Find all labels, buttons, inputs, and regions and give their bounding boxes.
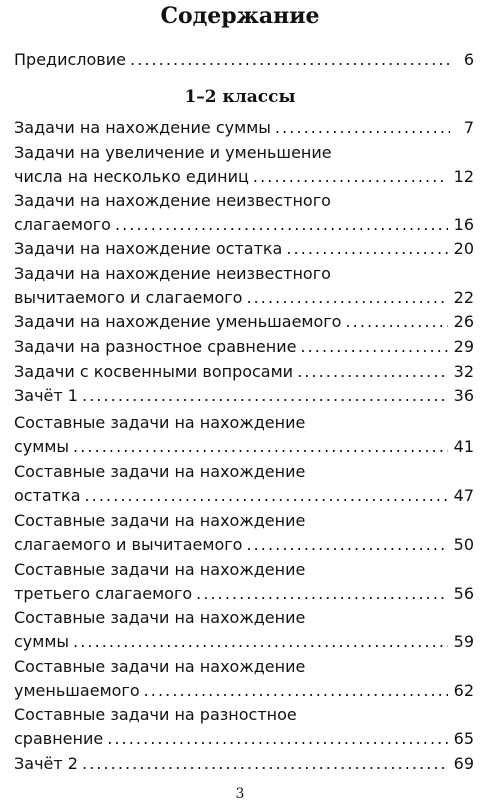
toc-entry-label-cont: суммы bbox=[14, 437, 70, 456]
toc-row bbox=[14, 630, 474, 654]
toc-entry-label: Составные задачи на нахождение bbox=[14, 657, 306, 676]
toc-entry[interactable] bbox=[14, 237, 474, 261]
toc-entry-label-cont: числа на несколько единиц bbox=[14, 167, 249, 186]
toc-row bbox=[14, 165, 474, 189]
toc-page-number: 36 bbox=[453, 386, 474, 405]
section-heading: 1–2 классы bbox=[184, 87, 296, 107]
toc-entry-label: Составные задачи на нахождение bbox=[14, 511, 306, 530]
toc-entry-label: Задачи на нахождение суммы bbox=[14, 118, 271, 137]
toc-entry[interactable] bbox=[14, 752, 474, 776]
toc-page-number: 62 bbox=[453, 681, 474, 700]
toc-entry[interactable] bbox=[14, 384, 474, 408]
toc-page-number: 22 bbox=[453, 288, 474, 307]
toc-entry-label: Составные задачи на нахождение bbox=[14, 608, 306, 627]
toc-entry-label: Зачёт 1 bbox=[14, 386, 78, 405]
toc-row bbox=[14, 384, 474, 408]
toc-row bbox=[14, 752, 474, 776]
toc-entry-label: Зачёт 2 bbox=[14, 754, 78, 773]
toc-row bbox=[14, 533, 474, 557]
toc-entry[interactable] bbox=[14, 703, 474, 751]
toc-entry-label: Составные задачи на разностное bbox=[14, 705, 297, 724]
toc-row bbox=[14, 48, 474, 72]
toc-page-number: 32 bbox=[453, 362, 474, 381]
toc-page-number: 16 bbox=[453, 215, 474, 234]
toc-page-number: 12 bbox=[453, 167, 474, 186]
toc-page-number: 26 bbox=[453, 312, 474, 331]
page-title: Содержание bbox=[160, 3, 320, 29]
toc-entry[interactable] bbox=[14, 460, 474, 508]
toc-entry[interactable] bbox=[14, 310, 474, 334]
toc-page-number: 47 bbox=[453, 486, 474, 505]
dot-leader bbox=[300, 335, 447, 359]
toc-page-number: 6 bbox=[463, 50, 474, 69]
toc-entry-label: Задачи на нахождение уменьшаемого bbox=[14, 312, 342, 331]
toc-row bbox=[14, 484, 474, 508]
toc-entry-label: Задачи на нахождение остатка bbox=[14, 239, 283, 258]
dot-leader bbox=[246, 286, 447, 310]
dot-leader bbox=[107, 727, 447, 751]
toc-page-number: 20 bbox=[453, 239, 474, 258]
toc-row bbox=[14, 727, 474, 751]
toc-entry-label-cont: сравнение bbox=[14, 729, 104, 748]
toc-entry-label: Предисловие bbox=[14, 50, 126, 69]
toc-entry[interactable] bbox=[14, 262, 474, 310]
dot-leader bbox=[275, 116, 450, 140]
dot-leader bbox=[246, 533, 447, 557]
toc-entry-label: Задачи с косвенными вопросами bbox=[14, 362, 294, 381]
dot-leader bbox=[286, 237, 447, 261]
dot-leader bbox=[82, 752, 448, 776]
dot-leader bbox=[115, 213, 448, 237]
toc-entry[interactable] bbox=[14, 509, 474, 557]
dot-leader bbox=[73, 630, 448, 654]
toc-row bbox=[14, 582, 474, 606]
toc-entry-label: Составные задачи на нахождение bbox=[14, 560, 306, 579]
toc-entry[interactable] bbox=[14, 335, 474, 359]
toc-entry-label-cont: суммы bbox=[14, 632, 70, 651]
dot-leader bbox=[85, 484, 448, 508]
dot-leader bbox=[196, 582, 448, 606]
toc-row bbox=[14, 237, 474, 261]
toc-row bbox=[14, 116, 474, 140]
toc-entry-label: Составные задачи на нахождение bbox=[14, 413, 306, 432]
toc-row bbox=[14, 435, 474, 459]
toc-row bbox=[14, 286, 474, 310]
toc-row bbox=[14, 360, 474, 384]
dot-leader bbox=[345, 310, 447, 334]
toc-entry-label-cont: вычитаемого и слагаемого bbox=[14, 288, 243, 307]
toc-page-number: 29 bbox=[453, 337, 474, 356]
toc-entry-label: Задачи на нахождение неизвестного bbox=[14, 264, 331, 283]
toc-page-number: 41 bbox=[453, 437, 474, 456]
toc-entry[interactable] bbox=[14, 655, 474, 703]
toc-entry[interactable] bbox=[14, 360, 474, 384]
dot-leader bbox=[130, 48, 450, 72]
toc-entry-label-cont: остатка bbox=[14, 486, 81, 505]
toc-row bbox=[14, 310, 474, 334]
toc-entry-label: Задачи на нахождение неизвестного bbox=[14, 191, 331, 210]
toc-page-number: 56 bbox=[453, 584, 474, 603]
toc-entry-preface[interactable] bbox=[14, 48, 474, 72]
dot-leader bbox=[144, 679, 448, 703]
toc-entry[interactable] bbox=[14, 116, 474, 140]
toc-entry-label: Задачи на увеличение и уменьшение bbox=[14, 143, 332, 162]
toc-entry[interactable] bbox=[14, 411, 474, 459]
toc-entry[interactable] bbox=[14, 189, 474, 237]
toc-row bbox=[14, 213, 474, 237]
dot-leader bbox=[253, 165, 448, 189]
toc-entry-label: Составные задачи на нахождение bbox=[14, 462, 306, 481]
toc-row bbox=[14, 335, 474, 359]
toc-page-number: 7 bbox=[463, 118, 474, 137]
toc-page-number: 69 bbox=[453, 754, 474, 773]
toc-page-number: 50 bbox=[453, 535, 474, 554]
dot-leader bbox=[82, 384, 448, 408]
toc-entry[interactable] bbox=[14, 558, 474, 606]
toc-entry-label-cont: слагаемого и вычитаемого bbox=[14, 535, 243, 554]
toc-entry[interactable] bbox=[14, 606, 474, 654]
dot-leader bbox=[73, 435, 448, 459]
dot-leader bbox=[297, 360, 448, 384]
toc-entry-label-cont: третьего слагаемого bbox=[14, 584, 193, 603]
toc-page-number: 65 bbox=[453, 729, 474, 748]
page-number: 3 bbox=[235, 786, 245, 802]
toc-entry-label-cont: уменьшаемого bbox=[14, 681, 140, 700]
toc-row bbox=[14, 679, 474, 703]
toc-entry-label: Задачи на разностное сравнение bbox=[14, 337, 297, 356]
toc-page-number: 59 bbox=[453, 632, 474, 651]
toc-entry-label-cont: слагаемого bbox=[14, 215, 111, 234]
toc-entry[interactable] bbox=[14, 141, 474, 189]
